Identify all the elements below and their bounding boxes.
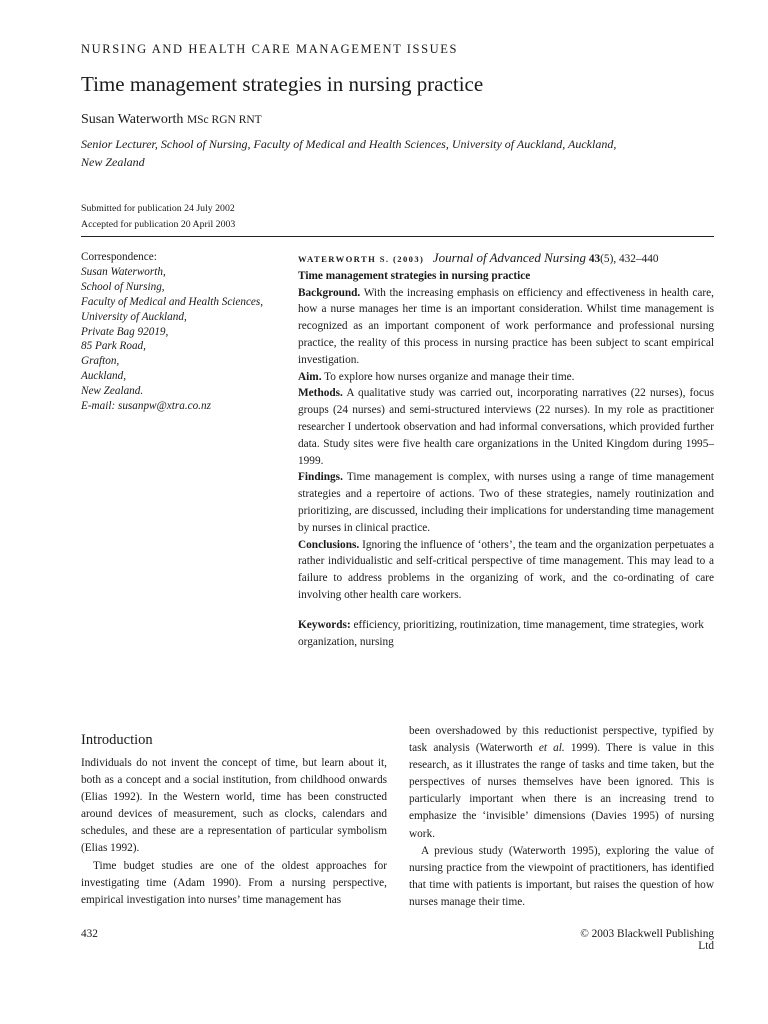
correspondence-line: Private Bag 92019, <box>81 325 169 338</box>
aim-text: To explore how nurses organize and manage their time. <box>324 370 575 383</box>
correspondence-line: Faculty of Medical and Health Sciences, <box>81 295 264 308</box>
background-label: Background. <box>298 286 361 299</box>
author-name: Susan Waterworth <box>81 112 184 127</box>
citation-journal: Journal of Advanced Nursing <box>432 250 587 265</box>
abstract-background <box>298 285 714 369</box>
aim-label: Aim. <box>298 370 322 383</box>
correspondence-line: University of Auckland, <box>81 310 187 323</box>
abstract-methods <box>298 385 714 469</box>
correspondence-email: E-mail: susanpw@xtra.co.nz <box>81 400 211 413</box>
abstract-title: Time management strategies in nursing practice <box>298 269 531 282</box>
abstract-aim <box>298 369 714 386</box>
submitted-date: Submitted for publication 24 July 2002 <box>81 203 235 214</box>
article-title: Time management strategies in nursing practice <box>81 72 484 96</box>
affiliation-line-1: Senior Lecturer, School of Nursing, Faculty of Medical and Health Sciences, University of Auckland, Auckland, <box>81 137 617 151</box>
methods-label: Methods. <box>298 387 343 400</box>
citation-volume: 43 <box>588 253 601 265</box>
publication-dates <box>81 201 235 233</box>
body-column-2 <box>409 723 714 911</box>
keywords <box>298 617 714 651</box>
keywords-text: efficiency, prioritizing, routinization, time management, time strategies, work organization, nursing <box>298 619 704 648</box>
findings-text: Time management is complex, with nurses using a range of time management strategies and a repertoire of actions. Two of these strategies, namely routinization and prioritizing, are discussed, including their implications for understanding time management by nurses in clinical practice. <box>298 471 715 534</box>
conclusions-text: Ignoring the influence of ‘others’, the team and the organization perpetuates a rather individualistic and self-critical perspective of time management. This may lead to a failure to address problems in the organizing of work, and the co-ordinating of care involving other health care workers. <box>298 538 714 601</box>
body-paragraph: A previous study (Waterworth 1995), exploring the value of nursing practice from the viewpoint of practitioners, has identified that time with patients is important, but raises the question of how nurses manage their time. <box>409 844 714 908</box>
author-qualifications: MSc RGN RNT <box>186 114 262 126</box>
abstract <box>298 250 714 604</box>
introduction-heading: Introduction <box>81 732 153 748</box>
body-text: been overshadowed by this reductionist perspective, typified by task analysis (Waterworth <box>409 725 714 755</box>
page-number: 432 <box>81 928 98 940</box>
header-divider <box>81 236 714 237</box>
body-paragraph: Time budget studies are one of the oldest approaches for investigating time (Adam 1990). From a nursing perspective, empirical investigation into nurses’ time management has <box>81 859 387 906</box>
correspondence-heading: Correspondence: <box>81 251 157 263</box>
accepted-date: Accepted for publication 20 April 2003 <box>81 219 236 230</box>
methods-text: A qualitative study was carried out, incorporating narratives (22 nurses), focus groups (24 nurses) and semi-structured interviews (22 nurses). In my role as practitioner researcher I undertook observation and had informal conversations, which provided further data. Study sites were five health care organizations in the United Kingdom during 1995–1999. <box>298 387 714 467</box>
affiliation-line-2: New Zealand <box>81 155 145 169</box>
keywords-label: Keywords: <box>298 619 351 631</box>
correspondence-line: Auckland, <box>81 370 127 383</box>
body-text: 1999). There is value in this research, as it illustrates the range of tasks and time taken, but the perspectives of nurses themselves have been ignored. This is particularly important when there is an increasing trend to emphasize the ‘invisible’ dimensions (Davies 1995) of nursing work. <box>409 742 714 840</box>
correspondence-line: Grafton, <box>81 355 120 368</box>
findings-label: Findings. <box>298 471 343 484</box>
correspondence-line: 85 Park Road, <box>81 340 146 353</box>
correspondence-line: New Zealand. <box>81 385 144 398</box>
body-column-1 <box>81 755 387 909</box>
citation-line <box>298 250 714 268</box>
citation-pages: (5), 432–440 <box>600 253 659 265</box>
correspondence-line: School of Nursing, <box>81 280 165 293</box>
copyright-notice: © 2003 Blackwell Publishing Ltd <box>580 928 714 952</box>
author-affiliation <box>81 135 681 171</box>
body-paragraph <box>409 723 714 843</box>
correspondence-block <box>81 250 281 414</box>
section-label: NURSING AND HEALTH CARE MANAGEMENT ISSUES <box>81 42 459 56</box>
correspondence-line: Susan Waterworth, <box>81 265 166 278</box>
author-line <box>81 112 262 128</box>
citation-authors: WATERWORTH S. (2003) <box>298 254 425 264</box>
body-paragraph: Individuals do not invent the concept of time, but learn about it, both as a concept and a social institution, from childhood onwards (Elias 1992). In the Western world, time has been constructed around devices of measurement, such as clocks, calendars and schedules, and these are a representation of particular symbolism (Elias 1992). <box>81 757 387 855</box>
abstract-findings <box>298 469 714 536</box>
et-al: et al. <box>538 742 565 755</box>
background-text: With the increasing emphasis on efficiency and effectiveness in health care, how a nurse manages her time is an important consideration. Whilst time management is recognized as an important component of work performance and professional nursing practice, the reality of this process in nursing practice has been subject to scant empirical investigation. <box>298 286 714 366</box>
abstract-conclusions <box>298 537 714 604</box>
conclusions-label: Conclusions. <box>298 538 360 551</box>
